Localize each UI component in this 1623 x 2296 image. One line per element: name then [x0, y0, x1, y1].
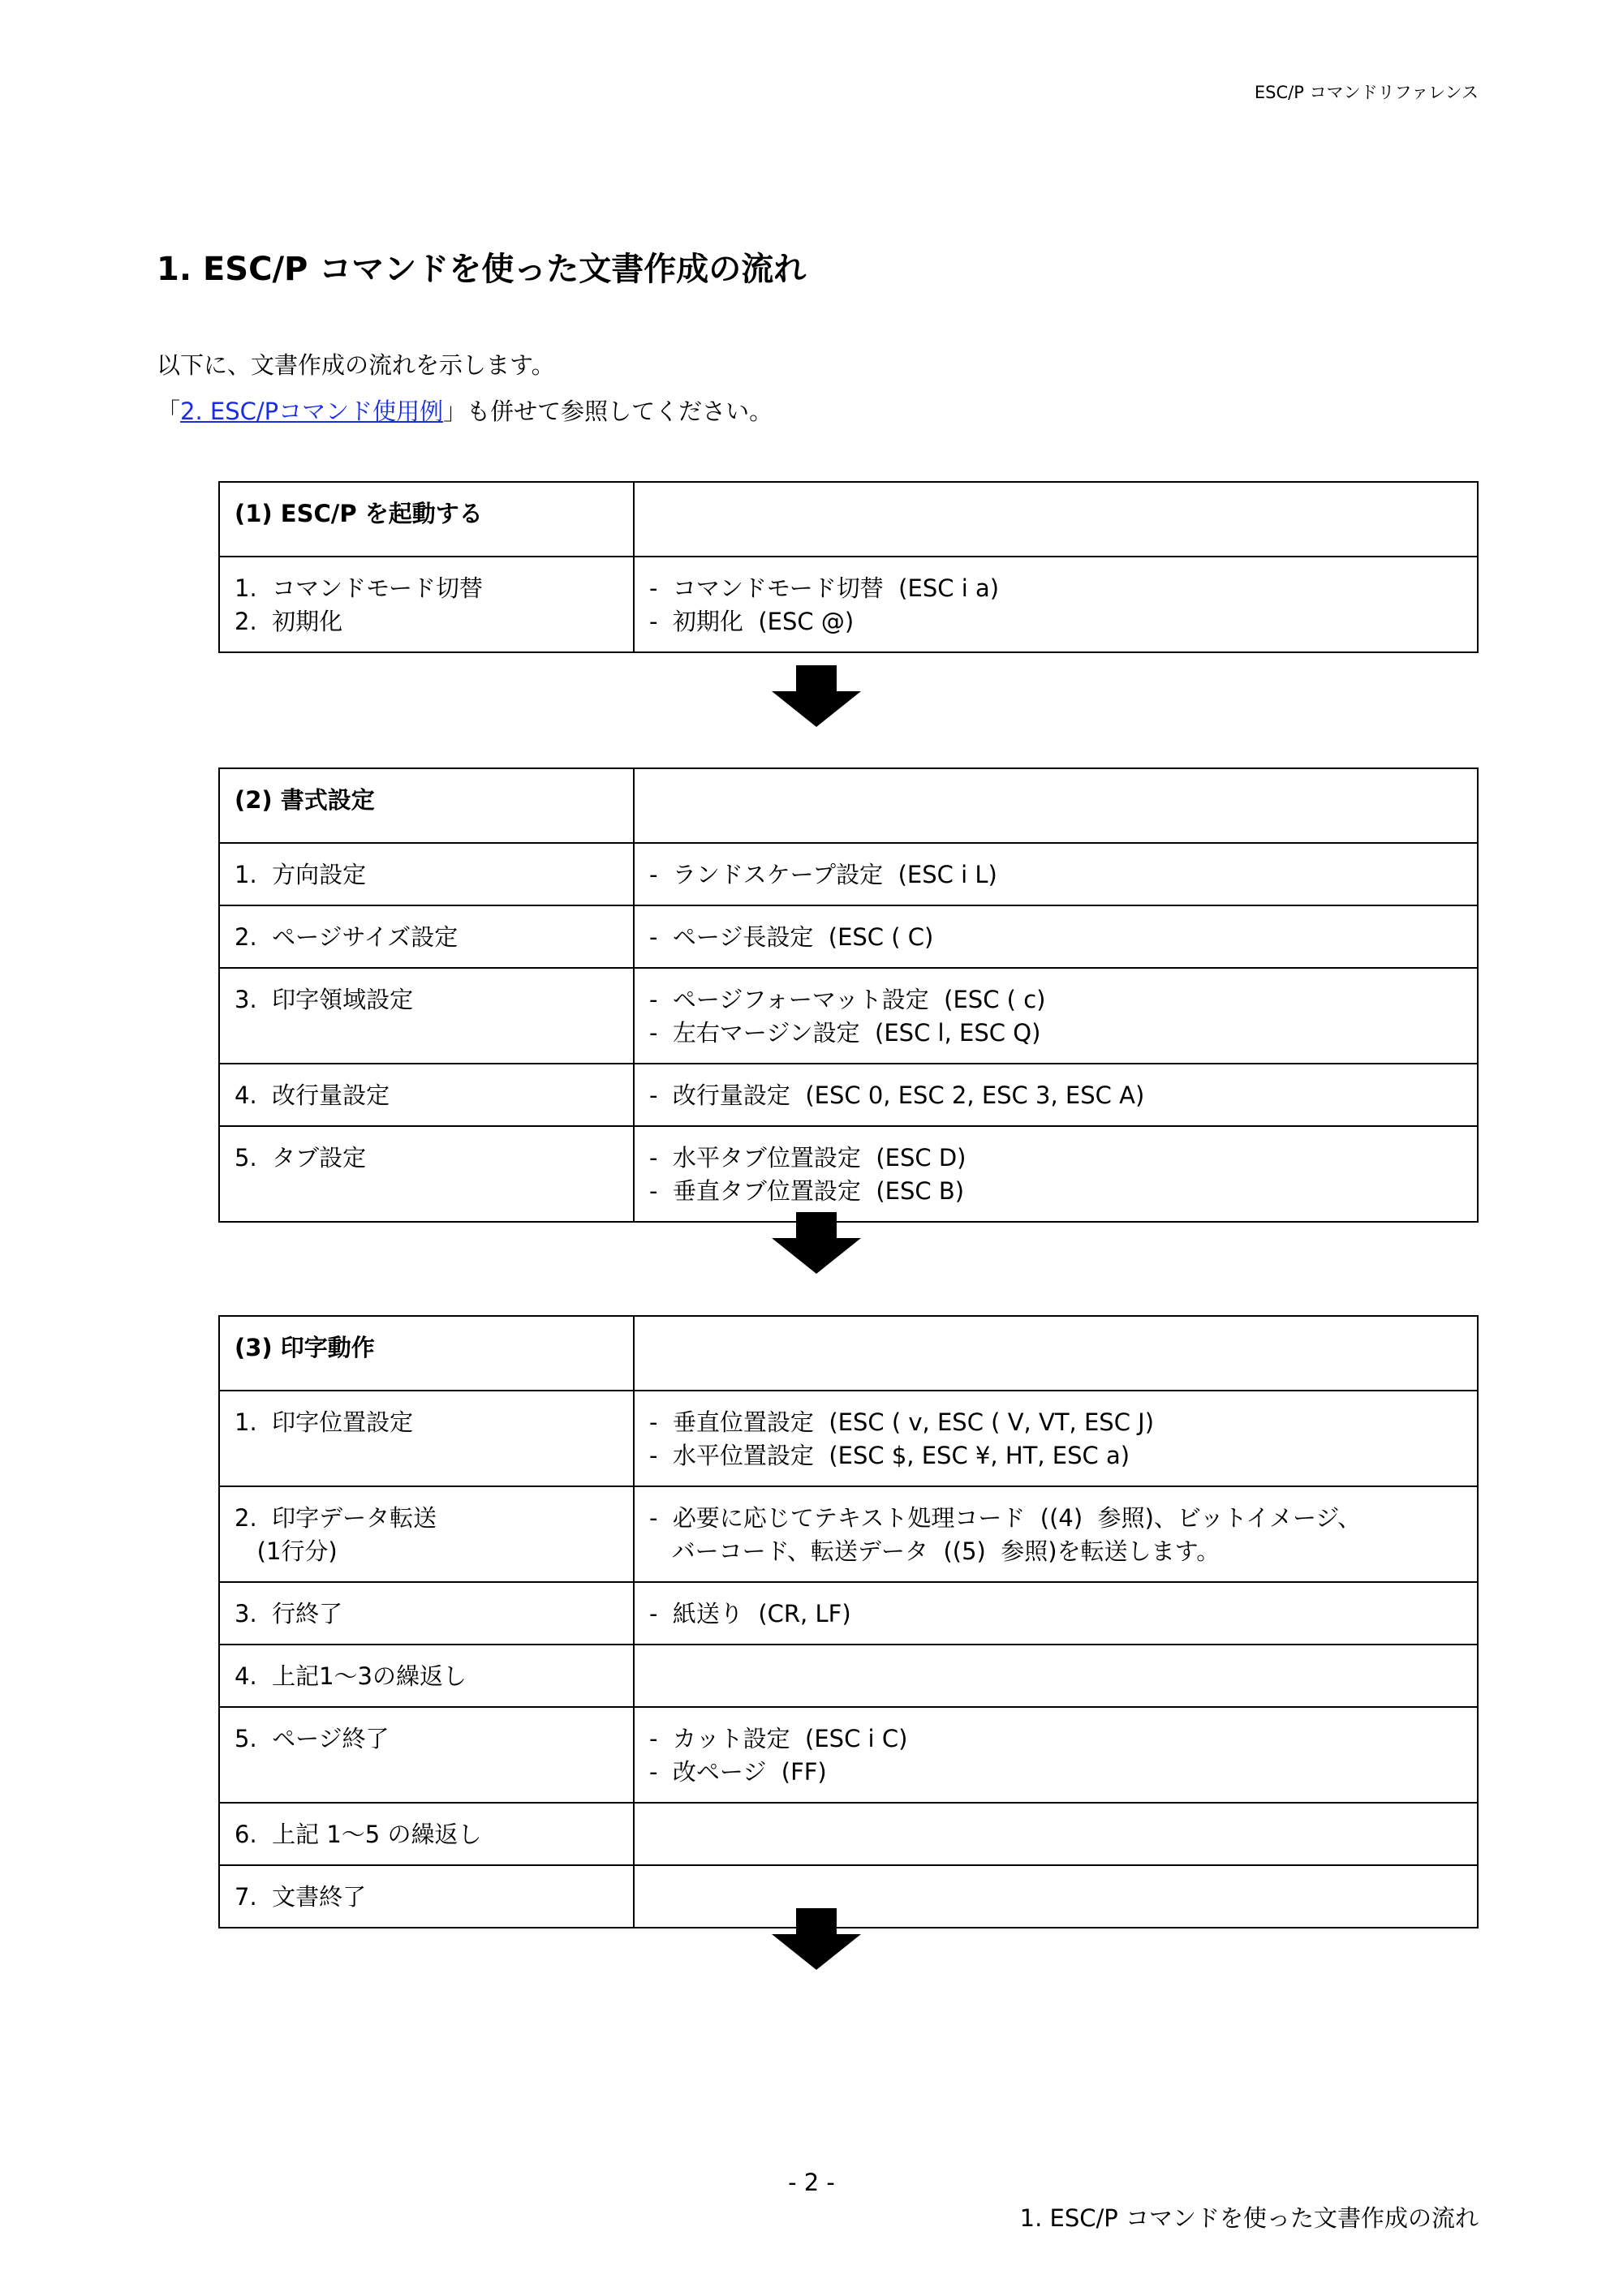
- command-cell: [634, 1126, 1478, 1222]
- section-heading: (1) ESC/P を起動する: [219, 482, 634, 557]
- step-text: 1. コマンドモード切替: [235, 574, 483, 602]
- command-text: - 水平位置設定 (ESC $, ESC ¥, HT, ESC a): [649, 1442, 1130, 1469]
- flow-table-startup: [218, 481, 1479, 653]
- command-cell: [634, 1865, 1478, 1928]
- intro-reference: [157, 393, 773, 427]
- step-text: 4. 上記1～3の繰返し: [235, 1662, 467, 1690]
- table-row: [219, 1391, 1478, 1486]
- running-header: ESC/P コマンドリファレンス: [1254, 83, 1479, 102]
- reference-text: 」も併せて参照してください。: [443, 398, 773, 425]
- command-cell: [634, 1707, 1478, 1803]
- command-cell: [634, 1645, 1478, 1707]
- command-text: - 改行量設定 (ESC 0, ESC 2, ESC 3, ESC A): [649, 1081, 1145, 1109]
- step-cell: [219, 1803, 634, 1865]
- down-arrow-icon: [772, 1908, 861, 1970]
- command-text: バーコード、転送データ ((5) 参照)を転送します。: [649, 1537, 1220, 1565]
- table-row: [219, 1707, 1478, 1803]
- section-heading: (2) 書式設定: [219, 768, 634, 843]
- command-cell: [634, 1391, 1478, 1486]
- step-cell: [219, 1865, 634, 1928]
- step-cell: [219, 1064, 634, 1126]
- step-text: 6. 上記 1～5 の繰返し: [235, 1821, 482, 1848]
- command-cell: [634, 557, 1478, 652]
- step-cell: [219, 905, 634, 968]
- running-footer: 1. ESC/P コマンドを使った文書作成の流れ: [1019, 2204, 1479, 2232]
- command-text: - ランドスケープ設定 (ESC i L): [649, 861, 997, 888]
- command-text: - 垂直位置設定 (ESC ( v, ESC ( V, VT, ESC J): [649, 1408, 1155, 1436]
- command-cell: [634, 905, 1478, 968]
- command-text: - 垂直タブ位置設定 (ESC B): [649, 1177, 965, 1205]
- table-row: [219, 1126, 1478, 1222]
- step-text: 1. 印字位置設定: [235, 1408, 414, 1436]
- command-text: - 初期化 (ESC @): [649, 608, 855, 635]
- table-row: [219, 843, 1478, 905]
- command-text: - ページフォーマット設定 (ESC ( c): [649, 986, 1046, 1013]
- command-cell: [634, 1582, 1478, 1645]
- command-text: - 改ページ (FF): [649, 1758, 827, 1786]
- step-text: 3. 印字領域設定: [235, 986, 414, 1013]
- step-text: 3. 行終了: [235, 1600, 343, 1627]
- down-arrow-icon: [772, 1212, 861, 1274]
- command-cell: [634, 843, 1478, 905]
- command-text: - コマンドモード切替 (ESC i a): [649, 574, 1000, 602]
- page-title: 1. ESC/P コマンドを使った文書作成の流れ: [157, 251, 807, 288]
- command-cell: [634, 1486, 1478, 1582]
- step-cell: [219, 1707, 634, 1803]
- command-text: - 紙送り (CR, LF): [649, 1600, 851, 1627]
- table-row: [219, 1645, 1478, 1707]
- command-cell: [634, 968, 1478, 1064]
- section-heading-row: [219, 768, 1478, 843]
- section-heading-empty-cell: [634, 1316, 1478, 1391]
- table-row: [219, 1582, 1478, 1645]
- table-row: [219, 557, 1478, 652]
- step-text: 5. ページ終了: [235, 1725, 390, 1752]
- flow-table-format: [218, 767, 1479, 1223]
- step-text: 2. 印字データ転送: [235, 1504, 437, 1532]
- step-text: 4. 改行量設定: [235, 1081, 390, 1109]
- step-cell: [219, 1645, 634, 1707]
- down-arrow-icon: [772, 665, 861, 727]
- step-cell: [219, 557, 634, 652]
- command-text: - 必要に応じてテキスト処理コード ((4) 参照)、ビットイメージ、: [649, 1504, 1362, 1532]
- step-cell: [219, 1582, 634, 1645]
- section-heading: (3) 印字動作: [219, 1316, 634, 1391]
- step-cell: [219, 1126, 634, 1222]
- step-text: 1. 方向設定: [235, 861, 367, 888]
- step-text: 5. タブ設定: [235, 1144, 367, 1172]
- bracket-open: 「: [157, 398, 181, 425]
- page-number: - 2 -: [788, 2169, 835, 2196]
- step-cell: [219, 843, 634, 905]
- command-cell: [634, 1803, 1478, 1865]
- step-text: (1行分): [235, 1537, 338, 1565]
- table-row: [219, 1064, 1478, 1126]
- command-text: - 水平タブ位置設定 (ESC D): [649, 1144, 966, 1172]
- step-text: 7. 文書終了: [235, 1883, 367, 1911]
- usage-example-link[interactable]: 2. ESC/Pコマンド使用例: [180, 398, 444, 425]
- command-cell: [634, 1064, 1478, 1126]
- table-row: [219, 905, 1478, 968]
- section-heading-empty-cell: [634, 482, 1478, 557]
- table-row: [219, 968, 1478, 1064]
- command-text: - ページ長設定 (ESC ( C): [649, 923, 934, 951]
- table-row: [219, 1486, 1478, 1582]
- step-text: 2. ページサイズ設定: [235, 923, 458, 951]
- step-cell: [219, 1391, 634, 1486]
- table-row: [219, 1803, 1478, 1865]
- step-cell: [219, 968, 634, 1064]
- step-text: 2. 初期化: [235, 608, 343, 635]
- step-cell: [219, 1486, 634, 1582]
- section-heading-empty-cell: [634, 768, 1478, 843]
- command-text: - カット設定 (ESC i C): [649, 1725, 908, 1752]
- command-text: - 左右マージン設定 (ESC l, ESC Q): [649, 1019, 1041, 1047]
- section-heading-row: [219, 482, 1478, 557]
- flow-table-print: [218, 1315, 1479, 1928]
- section-heading-row: [219, 1316, 1478, 1391]
- intro-text: 以下に、文書作成の流れを示します。: [157, 351, 555, 379]
